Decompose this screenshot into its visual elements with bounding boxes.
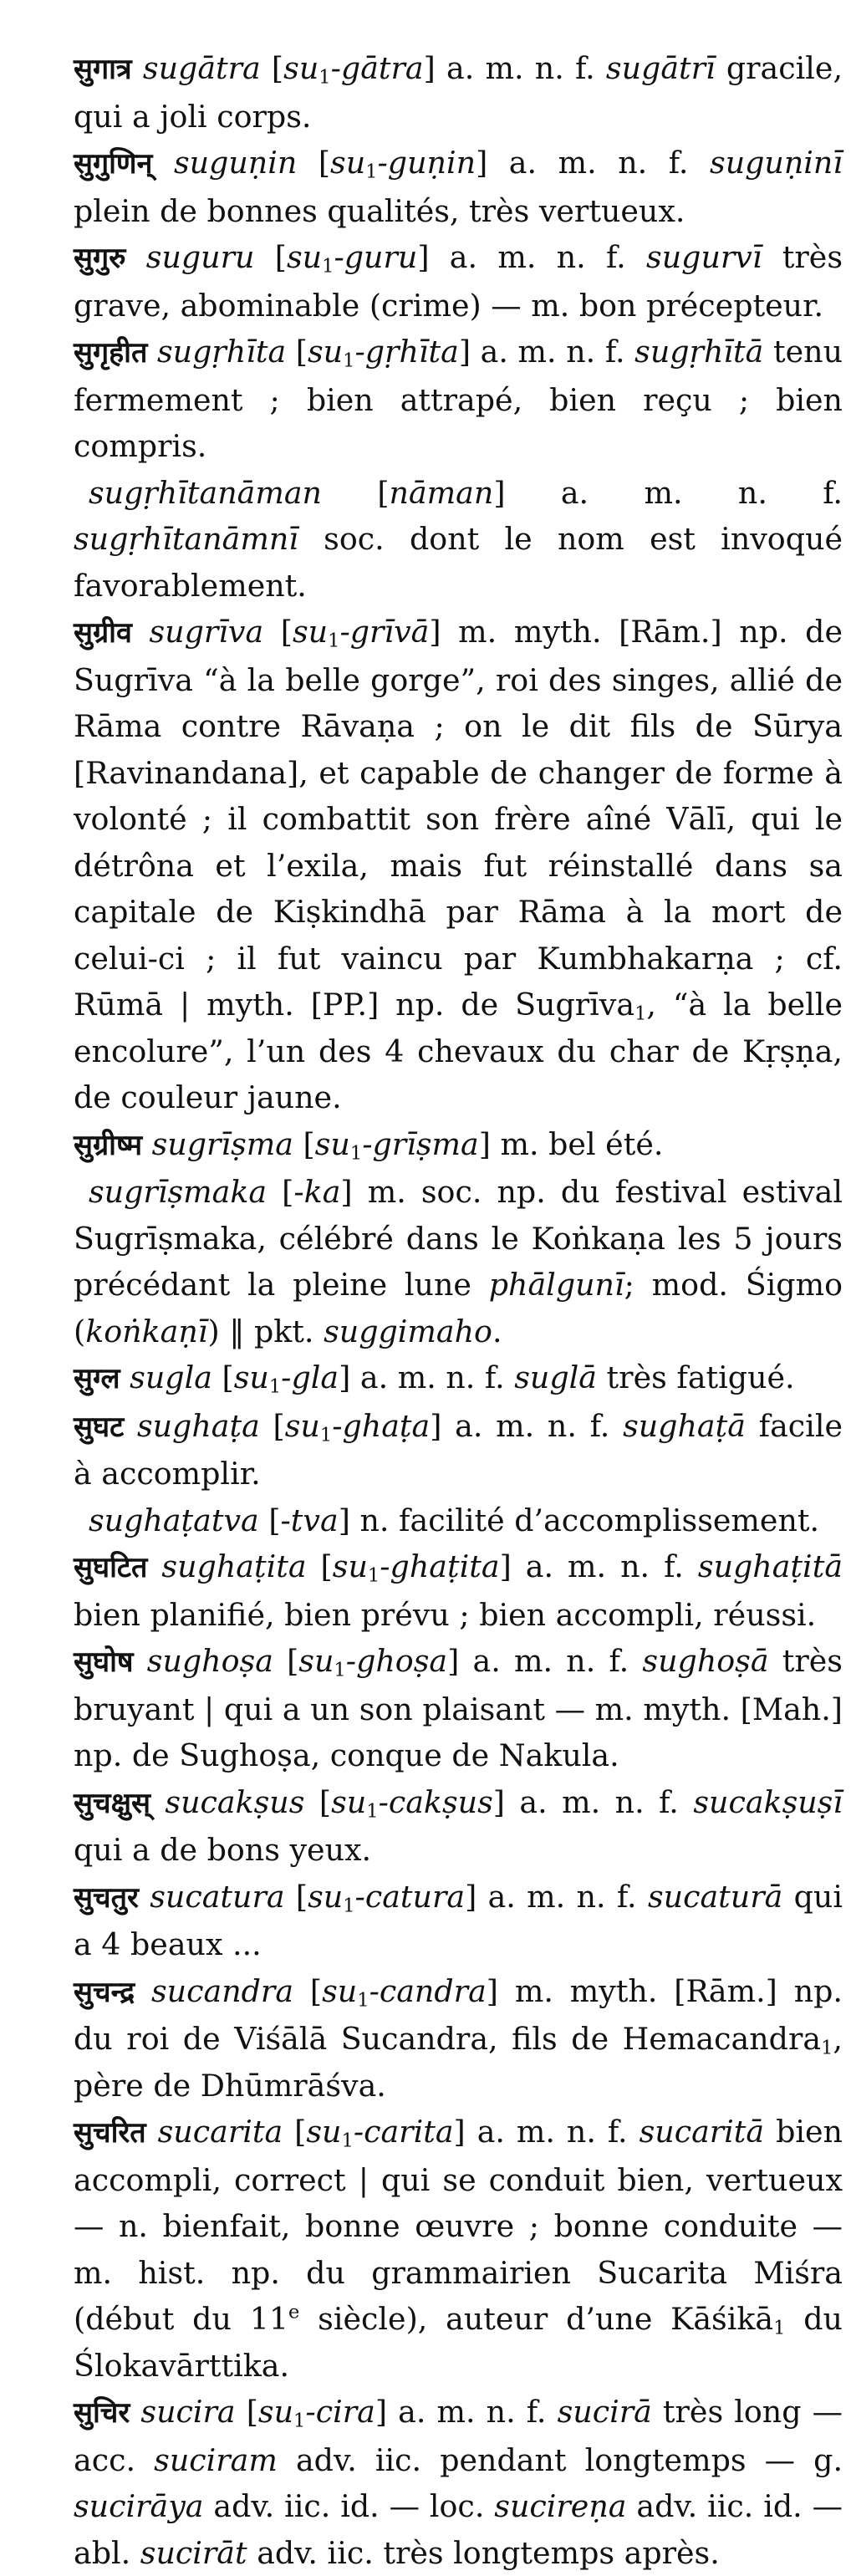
subscript-index: 1 — [366, 1800, 379, 1823]
italic-term: -gātra — [330, 50, 424, 86]
entry-text: [ — [293, 1125, 315, 1162]
subscript-index: 1 — [773, 2317, 786, 2339]
sub-entry — [74, 1497, 843, 1544]
entry-text: [ — [273, 1643, 299, 1679]
italic-term: su — [331, 1783, 367, 1820]
italic-term: su — [332, 1548, 368, 1584]
dictionary-entry — [74, 1638, 843, 1779]
entry-text — [124, 1408, 137, 1444]
headword-devanagari: सुचरित — [74, 2116, 146, 2150]
subscript-index: 1 — [341, 2130, 354, 2152]
italic-term: -ghaṭita — [380, 1548, 500, 1584]
entry-text — [142, 1126, 152, 1162]
entry-text: qui a 4 beaux ... — [74, 1878, 843, 1962]
entry-text: très long — acc. — [74, 2394, 843, 2478]
dictionary-entry — [74, 45, 843, 140]
italic-term: su — [257, 2394, 294, 2430]
dictionary-entry — [74, 234, 843, 329]
headword-devanagari: सुघोष — [74, 1645, 134, 1679]
italic-term: su — [330, 145, 366, 181]
subscript-index: 1 — [349, 1142, 363, 1165]
entry-text: siècle), auteur d’une Kāśikā — [299, 2301, 774, 2337]
entry-text: , “à la belle encolure”, l’un des 4 chevaux du char de Kṛṣṇa, de couleur jaune. — [74, 987, 843, 1115]
italic-term: -cakṣus — [378, 1783, 493, 1820]
subscript-index: 1 — [634, 1002, 647, 1025]
entry-text: [ — [284, 1878, 308, 1915]
headword-devanagari: सुचन्द्र — [74, 1975, 135, 2009]
italic-term: su — [306, 2114, 342, 2150]
headword-devanagari: सुगृहीत — [74, 336, 148, 370]
entry-text: ] a. m. n. f. — [339, 1359, 515, 1395]
italic-term: sucirā — [557, 2394, 652, 2430]
entry-text: soc. dont le nom est invoqué favorablement. — [74, 521, 843, 604]
italic-term: su — [233, 1359, 269, 1395]
subscript-index: 1 — [343, 349, 355, 372]
entry-text: adv. iic. pendant longtemps — g. — [277, 2441, 843, 2478]
subscript-index: 1 — [268, 1375, 282, 1398]
dictionary-entry — [74, 1779, 843, 1874]
subscript-index: 1 — [322, 255, 334, 278]
italic-term: sugrīṣmaka — [89, 1174, 268, 1210]
italic-term: su — [308, 334, 344, 370]
italic-term: sucandra — [151, 1972, 294, 2009]
headword-devanagari: सुगात्र — [74, 53, 132, 86]
subscript-index: 1 — [293, 2410, 306, 2432]
headword-devanagari: सुचतुर — [74, 1880, 139, 1915]
entry-text: très bruyant | qui a un son plaisant — m. myth. [Mah.] np. de Sughoṣa, conque de Nakula. — [74, 1643, 843, 1773]
entry-text: [ — [259, 1407, 285, 1444]
entry-text: adv. iic. très longtemps après. — [247, 2534, 720, 2571]
headword-devanagari: सुग्रीष्म — [74, 1128, 143, 1162]
entry-text — [135, 1973, 151, 2009]
subscript-index: 1 — [328, 630, 340, 652]
entry-text — [147, 334, 157, 370]
italic-term: sugla — [130, 1359, 212, 1395]
dictionary-entry — [74, 1543, 843, 1638]
entry-text: ] m. myth. [Rām.] np. de Sugrīva “à la belle gorge”, roi des singes, allié de Rāma contre Rāvaṇa ; on le dit fils de Sūrya [Ravinandana], et capable de changer de forme à volonté ; il combattit son frère aîné Vālī, qui le détrôna et l’exila, mais fut réinstallé dans sa capitale de Kiṣkindhā par Rāma à la mort de celui-ci ; il fut vaincu par Kumbhakarṇa ; cf. Rūmā | myth. [PP.] np. de Sugrīva — [74, 614, 843, 1023]
italic-term: -ghoṣa — [345, 1643, 448, 1679]
italic-term: koṅkaṇī — [85, 1313, 208, 1349]
italic-term: su — [283, 50, 319, 86]
headword-devanagari: सुगुरु — [74, 242, 126, 275]
italic-term: sucirāya — [74, 2488, 204, 2524]
entry-text: . — [492, 1313, 502, 1349]
italic-term: sucatura — [150, 1878, 285, 1915]
entry-text: adv. iic. id. — abl. — [74, 2488, 843, 2571]
entry-text — [150, 1784, 165, 1820]
italic-term: -guru — [334, 239, 418, 275]
italic-term: suciram — [154, 2441, 278, 2478]
entry-text — [134, 1643, 147, 1679]
italic-term: suguru — [145, 239, 255, 275]
italic-term: sucakṣus — [165, 1783, 305, 1820]
italic-term: -carita — [353, 2114, 454, 2150]
entry-text: ] a. m. n. f. — [375, 2394, 558, 2430]
entry-text — [120, 1359, 130, 1395]
entry-text: adv. iic. id. — loc. — [203, 2488, 495, 2524]
italic-term: -guṇin — [377, 145, 476, 181]
entry-text: ] a. m. n. f. — [430, 1407, 624, 1444]
italic-term: sugṛhītanāman — [89, 474, 322, 511]
italic-term: -tva — [280, 1502, 339, 1538]
italic-term: sucarita — [157, 2114, 283, 2150]
italic-term: -gla — [281, 1359, 339, 1395]
dictionary-entry — [74, 1968, 843, 2109]
entry-text: ] a. m. n. f. — [458, 334, 635, 370]
italic-term: sugrīṣma — [151, 1125, 293, 1162]
italic-term: su — [284, 1407, 320, 1444]
entry-text: tenu fermement ; bien attrapé, bien reçu ; bien compris. — [74, 334, 843, 464]
entry-text: ] a. m. n. f. — [465, 1878, 648, 1915]
italic-term: sucireṇa — [494, 2488, 627, 2524]
italic-term: su — [286, 239, 323, 275]
subscript-index: 1 — [821, 2037, 833, 2059]
italic-term: sugrīva — [149, 614, 264, 650]
italic-term: su — [322, 1972, 358, 2009]
dictionary-entry — [74, 2389, 843, 2576]
italic-term: nāman — [389, 474, 494, 511]
entry-text: ] a. m. n. f. — [423, 50, 606, 86]
entry-text — [132, 614, 150, 650]
italic-term: -ghaṭa — [332, 1407, 431, 1444]
entry-text: plein de bonnes qualités, très vertueux. — [74, 192, 685, 229]
italic-term: su — [298, 1643, 334, 1679]
entry-text: ] a. m. n. f. — [493, 474, 843, 511]
entry-text: très grave, abominable (crime) — m. bon précepteur. — [74, 239, 843, 324]
entry-text: [ — [283, 2114, 307, 2150]
entry-text: [ — [211, 1359, 234, 1395]
dictionary-entry — [74, 329, 843, 470]
entry-text — [146, 2114, 158, 2150]
headword-devanagari: सुगुणिन् — [74, 147, 153, 181]
entry-text: [ — [254, 239, 287, 275]
entry-text: [ — [304, 1783, 332, 1820]
italic-term: -cira — [305, 2394, 375, 2430]
italic-term: suguṇin — [173, 145, 298, 181]
italic-term: sughaṭatva — [89, 1502, 259, 1538]
italic-term: sughoṣa — [146, 1643, 273, 1679]
italic-term: sugṛhītā — [634, 334, 764, 370]
entry-text: ] a. m. n. f. — [417, 239, 647, 275]
subscript-index: 1 — [334, 1659, 346, 1681]
headword-devanagari: सुचक्षुस् — [74, 1786, 150, 1820]
italic-term: sughoṣā — [642, 1643, 769, 1679]
italic-term: sucaritā — [639, 2114, 765, 2150]
entry-text: [ — [267, 1174, 294, 1210]
italic-term: -gṛhīta — [354, 334, 459, 370]
italic-term: sugurvī — [646, 239, 762, 275]
subscript-index: 1 — [318, 66, 331, 89]
entry-text — [125, 239, 145, 275]
italic-term: sucira — [140, 2394, 236, 2430]
entry-text: [ — [258, 1502, 281, 1538]
sub-entry — [74, 470, 843, 610]
entry-text — [152, 145, 174, 181]
entry-text: [ — [297, 145, 331, 181]
entry-text: bien accompli, correct | qui se conduit bien, vertueux — n. bienfait, bonne œuvre ; bonne conduite — m. hist. np. du grammairien Sucarita Miśra (début du 11 — [74, 2114, 843, 2337]
entry-text: facile à accomplir. — [74, 1407, 843, 1492]
entry-text: ; mod. Śigmo ( — [74, 1267, 843, 1349]
entry-text: ] m. soc. np. du festival estival Sugrīṣmaka, célébré dans le Koṅkaṇa les 5 jours précédant la pleine lune — [74, 1174, 843, 1303]
entry-text: ] a. m. n. f. — [453, 2114, 640, 2150]
italic-term: su — [314, 1125, 350, 1162]
italic-term: suglā — [514, 1359, 597, 1395]
entry-text: qui a de bons yeux. — [74, 1832, 372, 1868]
italic-term: su — [308, 1878, 344, 1915]
entry-text — [130, 2394, 140, 2430]
entry-text: [ — [306, 1548, 333, 1584]
italic-term: -grīṣma — [362, 1125, 479, 1162]
italic-term: sughaṭā — [623, 1407, 746, 1444]
subscript-index: 1 — [365, 161, 378, 183]
entry-text: ] a. m. n. f. — [492, 1783, 694, 1820]
subscript-index: 1 — [343, 1895, 355, 1917]
entry-text: [ — [293, 1972, 323, 2009]
italic-term: sucaturā — [647, 1878, 783, 1915]
dictionary-entry — [74, 609, 843, 1121]
italic-term: phālgunī — [488, 1267, 624, 1303]
entry-text: très fatigué. — [596, 1359, 795, 1395]
italic-term: -catura — [354, 1878, 466, 1915]
italic-term: sugātrī — [605, 50, 716, 86]
italic-term: -grīvā — [339, 614, 430, 650]
dictionary-entry — [74, 1874, 843, 1968]
dictionary-entry — [74, 1354, 843, 1403]
sub-entry — [74, 1169, 843, 1354]
italic-term: sughaṭa — [136, 1407, 260, 1444]
entry-text — [147, 1548, 161, 1584]
entry-text: [ — [263, 614, 293, 650]
entry-text — [132, 50, 143, 86]
italic-term: sugṛhītanāmnī — [74, 521, 298, 557]
headword-devanagari: सुघटित — [74, 1551, 148, 1584]
entry-text: du Ślokavārttika. — [74, 2301, 843, 2384]
entry-text: ] a. m. n. f. — [447, 1643, 643, 1679]
entry-text: ] m. myth. [Rām.] np. du roi de Viśālā Sucandra, fils de Hemacandra — [74, 1972, 843, 2057]
italic-term: sugṛhīta — [156, 334, 287, 370]
italic-term: sugātra — [142, 50, 261, 86]
entry-text — [139, 1879, 150, 1915]
subscript-index: 1 — [357, 1989, 369, 2012]
subscript-index: 1 — [367, 1564, 380, 1587]
superscript: e — [288, 2301, 300, 2324]
entry-text: , père de Dhūmrāśva. — [74, 2021, 843, 2104]
entry-text: ] n. facilité d’accomplissement. — [338, 1502, 820, 1538]
subscript-index: 1 — [319, 1424, 333, 1446]
italic-term: sucirāt — [140, 2534, 247, 2571]
headword-devanagari: सुग्ल — [74, 1362, 120, 1395]
italic-term: sughaṭitā — [697, 1548, 843, 1584]
dictionary-entry — [74, 140, 843, 234]
headword-devanagari: सुग्रीव — [74, 616, 132, 650]
entry-text: ] m. bel été. — [478, 1125, 664, 1162]
entry-text: [ — [235, 2394, 258, 2430]
dictionary-entry — [74, 1121, 843, 1170]
entry-text: ] a. m. n. f. — [499, 1548, 698, 1584]
entry-text: [ — [286, 334, 308, 370]
dictionary-entry — [74, 2109, 843, 2389]
dictionary-entry — [74, 1403, 843, 1497]
entry-text: ] a. m. n. f. — [476, 145, 711, 181]
entry-text: ) ‖ pkt. — [207, 1313, 324, 1349]
entry-text: bien planifié, bien prévu ; bien accompli, réussi. — [74, 1596, 817, 1633]
entry-text: gracile, qui a joli corps. — [74, 50, 843, 135]
italic-term: sucakṣuṣī — [693, 1783, 843, 1820]
italic-term: -ka — [293, 1174, 341, 1210]
italic-term: suggimaho — [324, 1313, 492, 1349]
italic-term: -candra — [369, 1972, 487, 2009]
italic-term: su — [292, 614, 329, 650]
italic-term: sughaṭita — [161, 1548, 307, 1584]
headword-devanagari: सुचिर — [74, 2396, 130, 2430]
italic-term: suguṇinī — [710, 145, 843, 181]
entry-text: [ — [260, 50, 284, 86]
entry-text: [ — [321, 474, 390, 511]
headword-devanagari: सुघट — [74, 1410, 125, 1444]
